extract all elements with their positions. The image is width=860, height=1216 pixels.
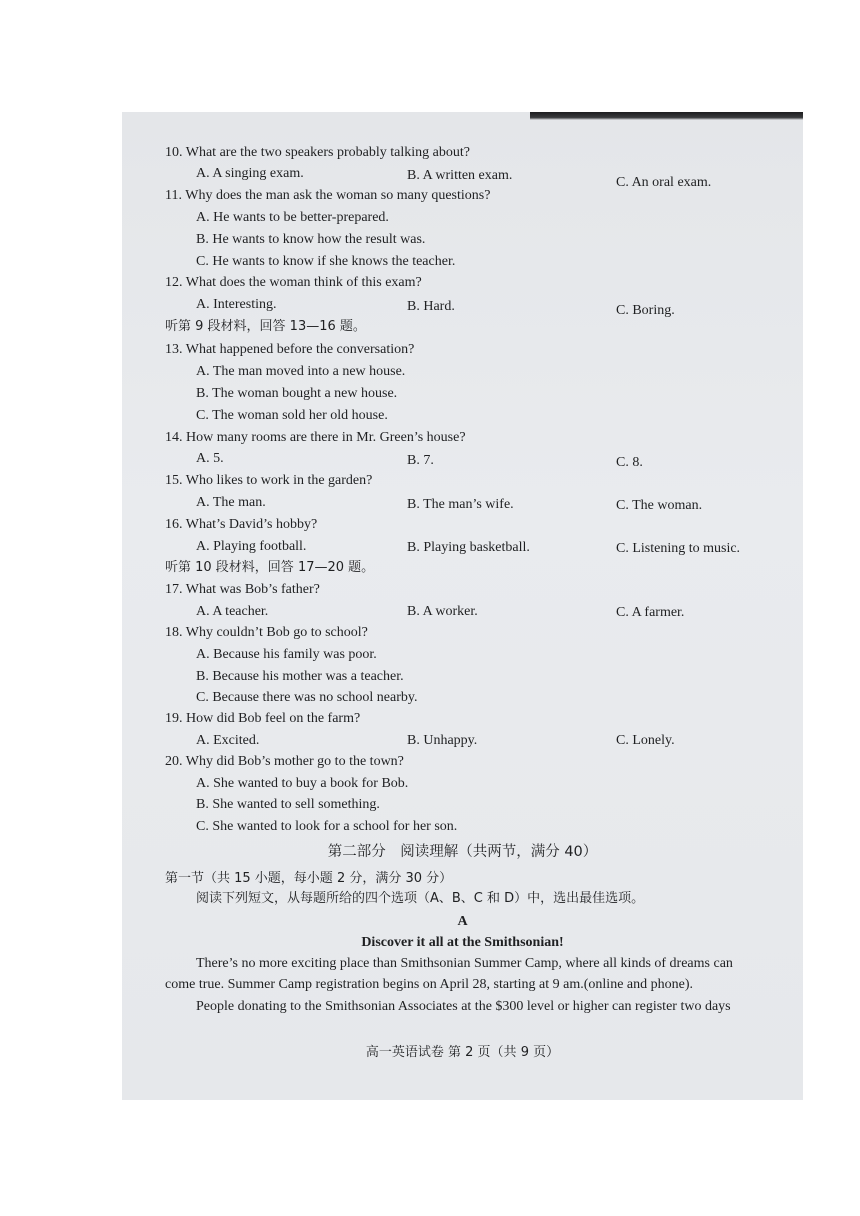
section-10-instruction: 听第 10 段材料，回答 17—20 题。	[165, 560, 375, 575]
q12-option-a: A. Interesting.	[196, 297, 277, 312]
q11-option-a: A. He wants to be better-prepared.	[196, 210, 389, 225]
q15-option-c: C. The woman.	[616, 498, 703, 513]
question-18: 18. Why couldn’t Bob go to school?	[165, 625, 368, 640]
question-11: 11. Why does the man ask the woman so many questions?	[165, 188, 491, 203]
q16-option-c: C. Listening to music.	[616, 541, 741, 556]
q10-option-c: C. An oral exam.	[616, 175, 712, 190]
q16-option-b: B. Playing basketball.	[407, 540, 530, 555]
q14-option-b: B. 7.	[407, 453, 434, 468]
passage-line-3: People donating to the Smithsonian Associates at the $300 level or higher can register two days	[196, 999, 731, 1014]
q10-option-b: B. A written exam.	[407, 168, 513, 183]
q17-option-a: A. A teacher.	[196, 604, 269, 619]
page-footer: 高一英语试卷 第 2 页（共 9 页）	[365, 1045, 560, 1060]
q12-option-c: C. Boring.	[616, 303, 675, 318]
q13-option-a: A. The man moved into a new house.	[196, 364, 406, 379]
question-14: 14. How many rooms are there in Mr. Green’s house?	[165, 430, 466, 445]
question-10: 10. What are the two speakers probably talking about?	[165, 145, 470, 160]
q19-option-b: B. Unhappy.	[407, 733, 478, 748]
page-edge-shadow	[530, 112, 803, 120]
q20-option-b: B. She wanted to sell something.	[196, 797, 380, 812]
q18-option-a: A. Because his family was poor.	[196, 647, 377, 662]
q20-option-c: C. She wanted to look for a school for her son.	[196, 819, 458, 834]
section-9-instruction: 听第 9 段材料，回答 13—16 题。	[165, 319, 366, 334]
q18-option-c: C. Because there was no school nearby.	[196, 690, 418, 705]
question-17: 17. What was Bob’s father?	[165, 582, 320, 597]
q11-option-b: B. He wants to know how the result was.	[196, 232, 426, 247]
question-13: 13. What happened before the conversation?	[165, 342, 415, 357]
q13-option-c: C. The woman sold her old house.	[196, 408, 388, 423]
part2-title: 第二部分 阅读理解（共两节，满分 40）	[327, 844, 598, 860]
part2-instruction: 阅读下列短文，从每题所给的四个选项（A、B、C 和 D）中，选出最佳选项。	[196, 891, 645, 906]
q19-option-a: A. Excited.	[196, 733, 260, 748]
q14-option-a: A. 5.	[196, 451, 224, 466]
question-16: 16. What’s David’s hobby?	[165, 517, 318, 532]
question-12: 12. What does the woman think of this exam?	[165, 275, 422, 290]
q13-option-b: B. The woman bought a new house.	[196, 386, 398, 401]
passage-letter: A	[457, 914, 468, 929]
part2-section1-heading: 第一节（共 15 小题，每小题 2 分，满分 30 分）	[165, 871, 453, 886]
q19-option-c: C. Lonely.	[616, 733, 675, 748]
q11-option-c: C. He wants to know if she knows the teacher.	[196, 254, 456, 269]
q20-option-a: A. She wanted to buy a book for Bob.	[196, 776, 409, 791]
q15-option-b: B. The man’s wife.	[407, 497, 514, 512]
q10-option-a: A. A singing exam.	[196, 166, 304, 181]
q17-option-b: B. A worker.	[407, 604, 478, 619]
passage-line-2: come true. Summer Camp registration begins on April 28, starting at 9 am.(online and phone).	[165, 977, 694, 992]
q14-option-c: C. 8.	[616, 455, 643, 470]
passage-line-1: There’s no more exciting place than Smithsonian Summer Camp, where all kinds of dreams can	[196, 956, 733, 971]
q16-option-a: A. Playing football.	[196, 539, 307, 554]
q12-option-b: B. Hard.	[407, 299, 455, 314]
question-15: 15. Who likes to work in the garden?	[165, 473, 373, 488]
q18-option-b: B. Because his mother was a teacher.	[196, 669, 404, 684]
passage-title: Discover it all at the Smithsonian!	[361, 935, 564, 950]
question-19: 19. How did Bob feel on the farm?	[165, 711, 361, 726]
q15-option-a: A. The man.	[196, 495, 266, 510]
q17-option-c: C. A farmer.	[616, 605, 685, 620]
question-20: 20. Why did Bob’s mother go to the town?	[165, 754, 404, 769]
